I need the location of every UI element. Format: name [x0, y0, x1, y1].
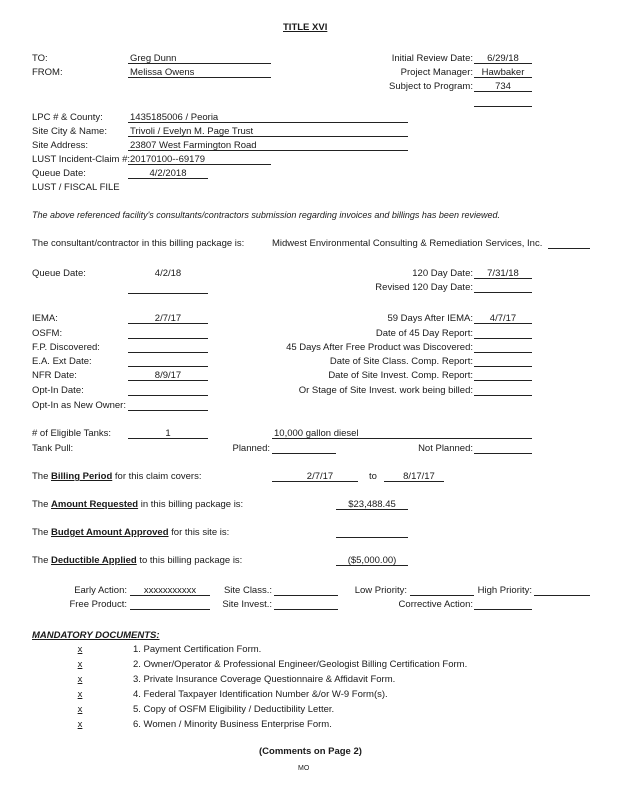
- address-label: Site Address:: [32, 140, 88, 151]
- ea-underline: [128, 366, 208, 367]
- check-mark: x: [77, 659, 83, 670]
- document-item-text: 5. Copy of OSFM Eligibility / Deductibility Letter.: [133, 704, 335, 715]
- early-action-value: xxxxxxxxxxx: [143, 585, 197, 596]
- document-item-text: 3. Private Insurance Coverage Questionnaire & Affidavit Form.: [133, 674, 396, 685]
- ea-label: E.A. Ext Date:: [32, 356, 92, 367]
- check-mark: x: [77, 704, 83, 715]
- mandatory-documents-heading: MANDATORY DOCUMENTS:: [32, 630, 160, 641]
- not-planned-underline: [474, 453, 532, 454]
- fp-label: F.P. Discovered:: [32, 342, 100, 353]
- budget-approved-post: for this site is:: [171, 527, 230, 538]
- nfr-underline: [128, 380, 208, 381]
- amount-requested-post: in this billing package is:: [140, 499, 244, 510]
- day120-underline: [474, 278, 532, 279]
- subject-to-program-value: 734: [495, 81, 511, 92]
- amount-requested-underline: [336, 509, 408, 510]
- billing-period-to-underline: [384, 481, 444, 482]
- incident-label: LUST Incident-Claim #:: [32, 154, 131, 165]
- days45-underline: [474, 352, 532, 353]
- billing-period-to: 8/17/17: [403, 471, 435, 482]
- page-initials: MO: [298, 765, 310, 772]
- lpc-label: LPC # & County:: [32, 112, 103, 123]
- city-value: Trivoli / Evelyn M. Page Trust: [130, 126, 254, 137]
- class-report-underline: [474, 366, 532, 367]
- consultant-underline: [548, 248, 590, 249]
- extra-underline: [474, 106, 532, 107]
- check-mark: x: [77, 719, 83, 730]
- from-label: FROM:: [32, 67, 63, 78]
- tank-description-underline: [272, 438, 532, 439]
- site-queue-value: 4/2/2018: [149, 168, 187, 179]
- amount-requested-pre: The: [32, 499, 49, 510]
- high-priority-underline: [534, 595, 590, 596]
- budget-approved-emph: Budget Amount Approved: [51, 527, 169, 538]
- low-priority-label: Low Priority:: [354, 585, 407, 596]
- budget-approved-underline: [336, 537, 408, 538]
- document-item-text: 2. Owner/Operator & Professional Engineer/Geologist Billing Certification Form.: [133, 659, 468, 670]
- lpc-value: 1435185006 / Peoria: [130, 112, 219, 123]
- address-underline: [128, 150, 408, 151]
- day120-label: 120 Day Date:: [412, 268, 473, 279]
- check-mark: x: [77, 644, 83, 655]
- revised120-underline: [474, 292, 532, 293]
- check-mark: x: [77, 689, 83, 700]
- days59-value: 4/7/17: [489, 313, 517, 324]
- billing-period-to-word: to: [369, 471, 377, 482]
- eligible-tanks-underline: [128, 438, 208, 439]
- document-item-text: 1. Payment Certification Form.: [133, 644, 262, 655]
- days59-label: 59 Days After IEMA:: [387, 313, 473, 324]
- reviewed-statement: The above referenced facility's consultants/contractors submission regarding invoices and billings has been reviewed.: [32, 210, 500, 220]
- amount-requested-value: $23,488.45: [348, 499, 396, 510]
- free-product-underline: [130, 609, 210, 610]
- incident-underline: [128, 164, 271, 165]
- early-action-label: Early Action:: [74, 585, 127, 596]
- day120-value: 7/31/18: [487, 268, 519, 279]
- site-queue-label: Queue Date:: [32, 168, 86, 179]
- comments-note: (Comments on Page 2): [259, 746, 362, 757]
- initial-review-label: Initial Review Date:: [391, 53, 473, 64]
- initial-review-value: 6/29/18: [487, 53, 519, 64]
- report45-label: Date of 45 Day Report:: [375, 328, 473, 339]
- billing-period-pre: The: [32, 471, 49, 482]
- billing-period-post: for this claim covers:: [114, 471, 202, 482]
- billing-period-emph: Billing Period: [51, 471, 113, 482]
- stage-underline: [474, 395, 532, 396]
- consultant-label: The consultant/contractor in this billing package is:: [32, 238, 245, 249]
- to-underline: [128, 63, 271, 64]
- free-product-label: Free Product:: [69, 599, 127, 610]
- osfm-underline: [128, 338, 208, 339]
- consultant-value: Midwest Environmental Consulting & Remediation Services, Inc.: [272, 238, 543, 249]
- to-label: TO:: [32, 53, 48, 64]
- not-planned-label: Not Planned:: [418, 443, 473, 454]
- days59-underline: [474, 323, 532, 324]
- to-value: Greg Dunn: [130, 53, 177, 64]
- tank-pull-label: Tank Pull:: [32, 443, 74, 454]
- subject-to-program-underline: [474, 91, 532, 92]
- amount-requested-sentence: [32, 499, 243, 510]
- lpc-underline: [128, 122, 408, 123]
- subject-to-program-label: Subject to Program:: [389, 81, 473, 92]
- billing-period-sentence: [32, 471, 201, 482]
- corrective-action-underline: [474, 609, 532, 610]
- billing-period-from-underline: [272, 481, 358, 482]
- optin-underline: [128, 395, 208, 396]
- project-manager-value: Hawbaker: [481, 67, 525, 78]
- osfm-label: OSFM:: [32, 328, 63, 339]
- document-item-text: 4. Federal Taxpayer Identification Number &/or W-9 Form(s).: [133, 689, 388, 700]
- project-manager-underline: [474, 77, 532, 78]
- site-class-label: Site Class.:: [223, 585, 272, 596]
- planned-underline: [272, 453, 336, 454]
- iema-value: 2/7/17: [154, 313, 182, 324]
- corrective-action-label: Corrective Action:: [398, 599, 473, 610]
- fp-underline: [128, 352, 208, 353]
- deductible-applied-value: ($5,000.00): [347, 555, 397, 566]
- budget-approved-sentence: [32, 527, 229, 538]
- low-priority-underline: [410, 595, 474, 596]
- optin-owner-underline: [128, 410, 208, 411]
- project-manager-label: Project Manager:: [400, 67, 473, 78]
- site-queue-underline: [128, 178, 208, 179]
- early-action-underline: [130, 595, 210, 596]
- deductible-applied-pre: The: [32, 555, 49, 566]
- billing-period-from: 2/7/17: [306, 471, 334, 482]
- page-title: TITLE XVI: [283, 22, 328, 33]
- queue-date-value: 4/2/18: [154, 268, 182, 279]
- high-priority-label: High Priority:: [477, 585, 532, 596]
- tank-description: 10,000 gallon diesel: [274, 428, 359, 439]
- city-underline: [128, 136, 408, 137]
- site-invest-label: Site Invest.:: [222, 599, 272, 610]
- eligible-tanks-value: 1: [165, 428, 171, 439]
- site-class-underline: [274, 595, 338, 596]
- deductible-applied-underline: [336, 565, 408, 566]
- optin-owner-label: Opt-In as New Owner:: [32, 400, 126, 411]
- deductible-applied-post: to this billing package is:: [139, 555, 243, 566]
- iema-label: IEMA:: [32, 313, 58, 324]
- queue-date-label: Queue Date:: [32, 268, 86, 279]
- address-value: 23807 West Farmington Road: [130, 140, 257, 151]
- initial-review-underline: [474, 63, 532, 64]
- check-mark: x: [77, 674, 83, 685]
- deductible-applied-emph: Deductible Applied: [51, 555, 137, 566]
- incident-value: 20170100--69179: [130, 154, 206, 165]
- invest-report-underline: [474, 380, 532, 381]
- fiscal-file-label: LUST / FISCAL FILE: [32, 182, 120, 193]
- budget-approved-pre: The: [32, 527, 49, 538]
- revised120-label: Revised 120 Day Date:: [375, 282, 473, 293]
- report45-underline: [474, 338, 532, 339]
- nfr-value: 8/9/17: [154, 370, 182, 381]
- class-report-label: Date of Site Class. Comp. Report:: [329, 356, 473, 367]
- days45-label: 45 Days After Free Product was Discovered:: [286, 342, 473, 353]
- iema-underline: [128, 323, 208, 324]
- stage-label: Or Stage of Site Invest. work being billed:: [298, 385, 473, 396]
- from-underline: [128, 77, 271, 78]
- invest-report-label: Date of Site Invest. Comp. Report:: [328, 370, 473, 381]
- amount-requested-emph: Amount Requested: [51, 499, 139, 510]
- document-item-text: 6. Women / Minority Business Enterprise Form.: [133, 719, 332, 730]
- from-value: Melissa Owens: [130, 67, 195, 78]
- deductible-applied-sentence: [32, 555, 242, 566]
- optin-label: Opt-In Date:: [32, 385, 84, 396]
- eligible-tanks-label: # of Eligible Tanks:: [32, 428, 112, 439]
- nfr-label: NFR Date:: [32, 370, 77, 381]
- planned-label: Planned:: [232, 443, 270, 454]
- site-invest-underline: [274, 609, 338, 610]
- queue-date-underline: [128, 293, 208, 294]
- city-label: Site City & Name:: [32, 126, 107, 137]
